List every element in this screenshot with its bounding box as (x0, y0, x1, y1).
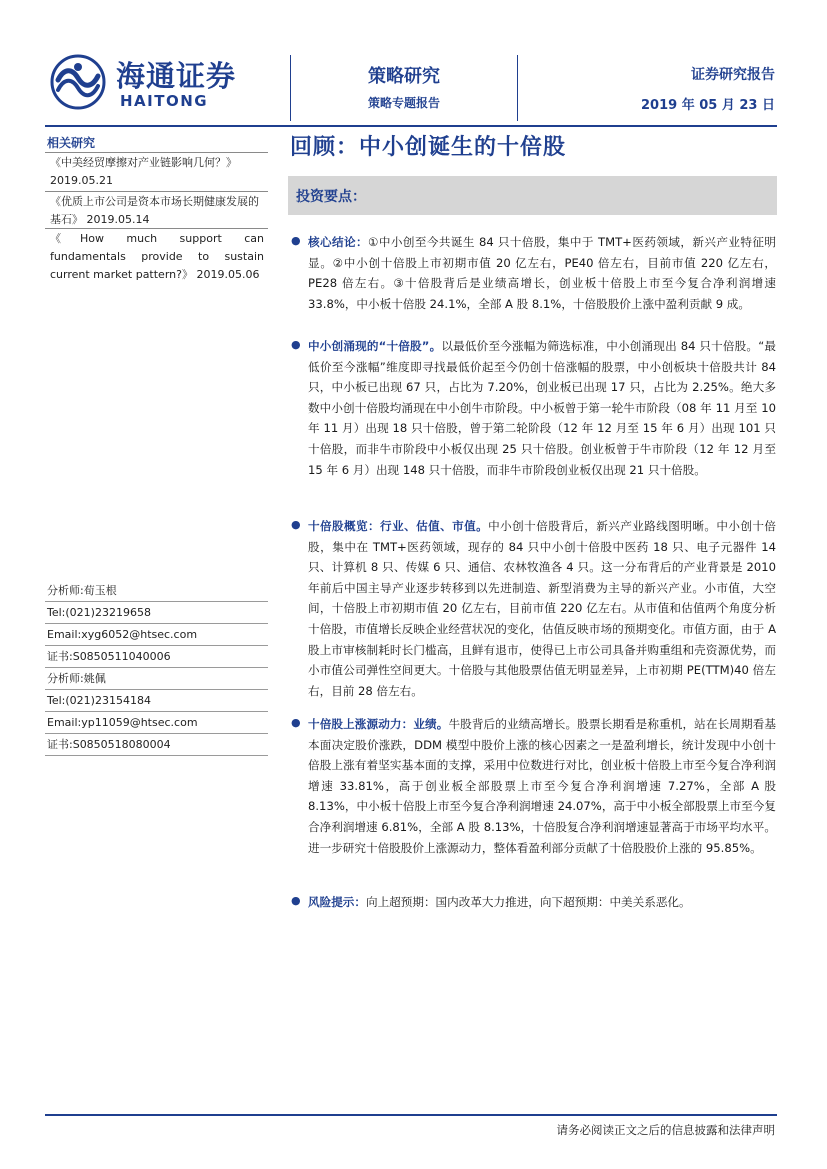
section-title: 投资要点： (296, 189, 366, 205)
bullet-icon: ● (291, 338, 301, 351)
key-point-lead: 风险提示： (308, 895, 366, 909)
key-point-lead: 十倍股上涨源动力：业绩。 (308, 717, 449, 731)
related-research-title-text: 《How much support can fundamentals provide to sustain current market pattern?》 (50, 232, 264, 281)
key-point-body: ①中小创至今共诞生 84 只十倍股，集中于 TMT+医药领域，新兴产业特征明显。②中小创十倍股上市初期市值 20 亿左右，PE40 倍左右，目前市值 220 亿左右，PE28 倍左右。③十倍股背后是业绩高增长，创业板十倍股上市至今复合净利润增速 33.8%，中小板十倍股 24.1%，全部 A 股 8.1%，十倍股股价上涨中盈利贡献 9 成。 (308, 235, 776, 311)
haitong-logo (50, 52, 250, 114)
key-point-item (288, 892, 776, 913)
report-subcategory: 策略专题报告 (367, 96, 440, 110)
related-research-title-text: 《优质上市公司是资本市场长期健康发展的基石》 (50, 195, 259, 226)
related-research-title-text: 《中美经贸摩擦对产业链影响几何？》 (50, 156, 237, 169)
bullet-icon: ● (291, 518, 301, 531)
related-research-date: 2019.05.21 (50, 174, 113, 187)
haitong-logo-icon (50, 54, 106, 110)
analyst-certificate: 证书:S0850518080004 (45, 734, 268, 756)
related-research-item[interactable] (50, 230, 264, 284)
analyst-certificate: 证书:S0850511040006 (45, 646, 268, 668)
bullet-icon: ● (291, 894, 301, 907)
sidebar-divider (45, 228, 268, 229)
disclaimer-notice: 请务必阅读正文之后的信息披露和法律声明 (556, 1123, 775, 1137)
report-category: 策略研究 (368, 66, 440, 87)
key-point-item (288, 714, 776, 858)
key-point-body: 向上超预期：国内改革大力推进，向下超预期：中美关系恶化。 (365, 895, 691, 909)
sidebar-divider (45, 191, 268, 192)
key-point-lead: 核心结论： (308, 235, 369, 249)
bullet-icon: ● (291, 716, 301, 729)
related-research-item[interactable] (50, 193, 264, 229)
key-point-body: 牛股背后的业绩高增长。股票长期看是称重机，站在长周期看基本面决定股价涨跌，DDM 模型中股价上涨的核心因素之一是盈利增长，统计发现中小创十倍股上涨有着坚实基本面的支撑，采用中位数进行对比，创业板十倍股上市至今复合净利润增速 33.81%，高于创业板全部股票上市至今复合净利润增速 7.27%，全部 A 股 8.13%，中小板十倍股上市至今复合净利润增速 24.07%，高于中小板全部股票上市至今复合净利润增速 6.81%，全部 A 股 8.13%，十倍股复合净利润增速显著高于市场平均水平。进一步研究十倍股股价上涨源动力，整体看盈利部分贡献了十倍股股价上涨的 95.85%。 (308, 717, 776, 855)
sidebar-divider (45, 152, 268, 153)
related-research-date: 2019.05.06 (196, 268, 260, 281)
related-research-title: 相关研究 (47, 136, 96, 150)
analyst-contact-block (45, 580, 268, 756)
report-type: 证券研究报告 (691, 67, 775, 83)
key-point-item (288, 232, 776, 314)
logo-chinese-name: 海通证券 (116, 59, 237, 93)
header-divider (517, 55, 518, 121)
analyst-phone: Tel:(021)23154184 (45, 690, 268, 712)
key-point-lead: 中小创涌现的“十倍股”。 (308, 339, 442, 353)
related-research-item[interactable] (50, 154, 264, 190)
key-point-item (288, 516, 776, 701)
investment-highlights-header (288, 176, 777, 215)
key-point-body: 以最低价至今涨幅为筛选标准，中小创涌现出 84 只十倍股。“最低价至今涨幅”维度即寻找最低价起至今仍创十倍涨幅的股票，中小创板块十倍股共计 84 只，中小板已出现 67 只，占比为 7.20%，创业板已出现 17 只，占比为 2.25%。绝大多数中小创十倍股均涌现在中小创牛市阶段。中小板曾于第一轮牛市阶段（08 年 11 月至 10 年 11 月）出现 18 只十倍股，曾于第二轮阶段（12 年 12 月至 15 年 6 月）出现 101 只十倍股，而非牛市阶段中小板仅出现 25 只十倍股。创业板曾于牛市阶段（12 年 12 月至 15 年 6 月）出现 148 只十倍股，而非牛市阶段创业板仅出现 21 只十倍股。 (308, 339, 776, 477)
key-point-body: 中小创十倍股背后，新兴产业路线图明晰。中小创十倍股，集中在 TMT+医药领域，现存的 84 只中小创十倍股中医药 18 只、电子元器件 14 只、计算机 8 只、传媒 6 只、通信、农林牧渔各 4 只。这一分布背后的产业背景是 2010 年前后中国主导产业逐步转移到以先进制造、新型消费为主导的新兴产业。小市值，大空间，十倍股上市初期市值 20 亿左右，目前市值 220 亿左右。从市值和估值两个角度分析十倍股，市值增长反映企业经营状况的变化，估值反映市场的预期变化。市值方面，由于 A 股上市审核制耗时长门槛高，且鲜有退市，使得已上市公司具备并购重组和壳资源优势，而小市值公司弹性空间更大。十倍股与其他股票估值无明显差异，上市初期 PE(TTM)40 倍左右，目前 28 倍左右。 (308, 519, 776, 698)
report-date: 2019 年 05 月 23 日 (641, 98, 775, 113)
key-point-lead: 十倍股概览：行业、估值、市值。 (308, 519, 489, 533)
footer-rule (45, 1114, 777, 1116)
analyst-name: 分析师:姚佩 (45, 668, 268, 690)
logo-english-name: HAITONG (120, 92, 209, 110)
bullet-icon: ● (291, 234, 301, 247)
analyst-phone: Tel:(021)23219658 (45, 602, 268, 624)
page-title: 回顾：中小创诞生的十倍股 (290, 135, 567, 160)
related-research-date: 2019.05.14 (86, 213, 150, 226)
key-point-item (288, 336, 776, 480)
analyst-email[interactable]: Email:yp11059@htsec.com (45, 712, 268, 734)
header-rule (45, 125, 777, 127)
analyst-name: 分析师:荀玉根 (45, 580, 268, 602)
analyst-email[interactable]: Email:xyg6052@htsec.com (45, 624, 268, 646)
